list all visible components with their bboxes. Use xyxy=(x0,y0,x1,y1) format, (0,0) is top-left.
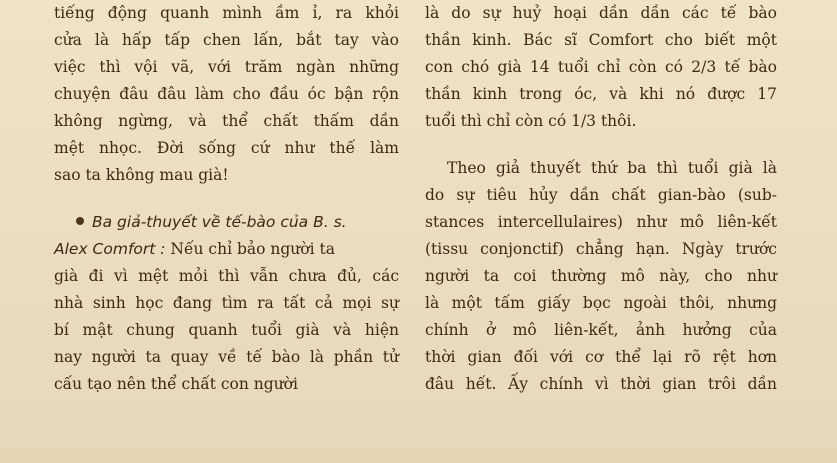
text-line: già đi vì mệt mỏi thì vẫn chưa đủ, các xyxy=(54,267,399,285)
text-line: thần kinh trong óc, và khi nó được 17 xyxy=(425,85,777,103)
text-line: đâu hết. Ấy chính vì thời gian trôi dần xyxy=(425,375,777,393)
text-line: bí mật chung quanh tuổi già và hiện xyxy=(54,321,399,339)
text-line: nay người ta quay về tế bào là phần tử xyxy=(54,348,399,366)
section-heading xyxy=(54,209,399,236)
text-line xyxy=(54,236,399,263)
text-line: không ngừng, và thể chất thấm dần xyxy=(54,112,399,130)
paragraph-gap xyxy=(425,135,777,155)
text-line: chính ở mô liên-kết, ảnh hưởng của xyxy=(425,321,777,339)
text-line: là một tấm giấy bọc ngoài thôi, nhưng xyxy=(425,294,777,312)
text-line: sao ta không mau già! xyxy=(54,166,229,184)
left-column xyxy=(54,0,399,398)
text-line: do sự tiêu hủy dần chất gian-bào (sub- xyxy=(425,186,777,204)
page-bottom-edge xyxy=(0,448,837,463)
text-line: mệt nhọc. Đời sống cứ như thế làm xyxy=(54,139,399,157)
paragraph-gap xyxy=(54,189,399,209)
section-heading-text: Ba giả-thuyết về tế-bào của B. s. xyxy=(92,213,347,231)
text-line: là do sự huỷ hoại dần dần các tế bào xyxy=(425,4,777,22)
text-line: con chó già 14 tuổi chỉ còn có 2/3 tế bào xyxy=(425,58,777,76)
text-line: Theo giả thuyết thứ ba thì tuổi già là xyxy=(447,159,777,177)
text-line: việc thì vội vã, với trăm ngàn những xyxy=(54,58,399,76)
text-line: cấu tạo nên thể chất con người xyxy=(54,375,298,393)
text-line: người ta coi thường mô này, cho như xyxy=(425,267,777,285)
text-line: tiếng động quanh mình ầm ỉ, ra khỏi xyxy=(54,4,399,22)
author-name: Alex Comfort : xyxy=(54,240,166,258)
bullet-icon xyxy=(76,217,84,225)
text-line: thần kinh. Bác sĩ Comfort cho biết một xyxy=(425,31,777,49)
text-line: chuyện đâu đâu làm cho đầu óc bận rộn xyxy=(54,85,399,103)
text-fragment: Nếu chỉ bảo người ta xyxy=(165,240,335,258)
text-line: (tissu conjonctif) chẳng hạn. Ngày trước xyxy=(425,240,777,258)
text-line: nhà sinh học đang tìm ra tất cả mọi sự xyxy=(54,294,399,312)
text-line: stances intercellulaires) như mô liên-kết xyxy=(425,213,777,231)
text-line: thời gian đối với cơ thể lại rõ rệt hơn xyxy=(425,348,777,366)
text-line: tuổi thì chỉ còn có 1/3 thôi. xyxy=(425,112,637,130)
text-line: cửa là hấp tấp chen lấn, bắt tay vào xyxy=(54,31,399,49)
right-column xyxy=(425,0,777,398)
